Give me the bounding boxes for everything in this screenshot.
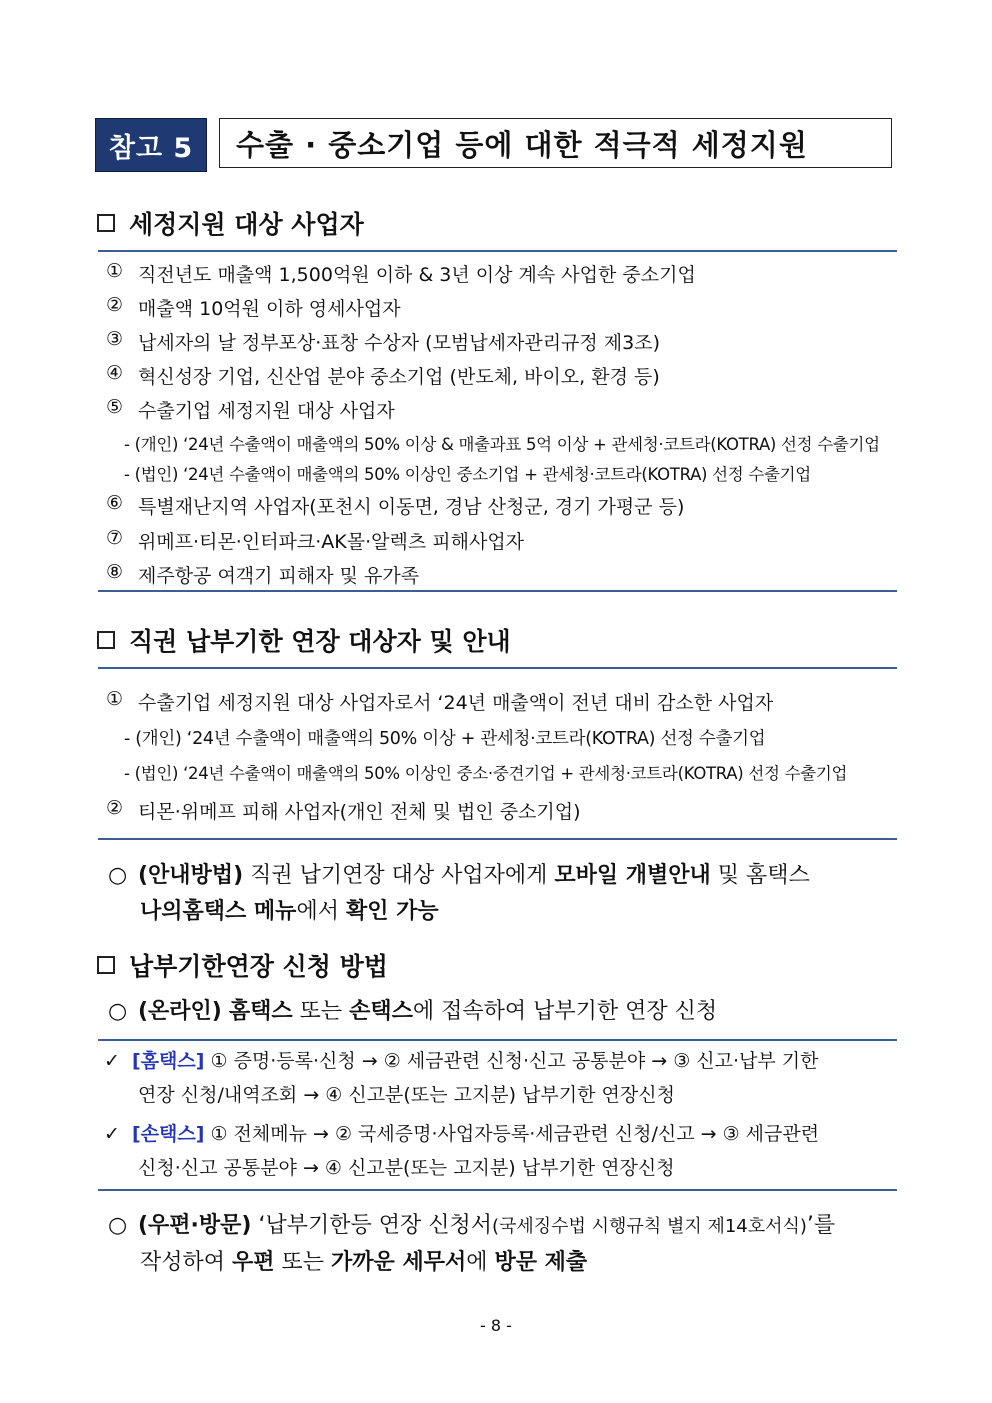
sub-item: - (법인) ‘24년 수출액이 매출액의 50% 이상인 중소·중견기업 + 관세청·코트라(KOTRA) 선정 수출기업	[124, 764, 848, 783]
reference-badge: 참고 5	[95, 118, 207, 172]
list-item: ① 직전년도 매출액 1,500억원 이하 & 3년 이상 계속 사업한 중소기업	[106, 260, 696, 286]
list-item: ⑥ 특별재난지역 사업자(포천시 이동면, 경남 산청군, 경기 가평군 등)	[106, 492, 685, 518]
list-item: ② 매출액 10억원 이하 영세사업자	[106, 294, 401, 320]
circle-bullet-icon: ○	[108, 1213, 128, 1238]
circle-bullet-icon: ○	[108, 863, 128, 888]
hometax-steps: ✓ [홈택스] ① 증명·등록·신청 → ② 세금관련 신청·신고 공통분야 → ③ 신고·납부 기한 연장 신청/내역조회 → ④ 신고분(또는 고지분) 납부기한 연장신청	[104, 1044, 894, 1112]
sontax-steps: ✓ [손택스] ① 전체메뉴 → ② 국세증명·사업자등록·세금관련 신청/신고 → ③ 세금관련 신청·신고 공통분야 → ④ 신고분(또는 고지분) 납부기한 연장신청	[104, 1117, 894, 1185]
section-heading-application-method: 납부기한연장 신청 방법	[97, 947, 388, 983]
guide-paragraph: ○ (안내방법) 직권 납기연장 대상 사업자에게 모바일 개별안내 및 홈택스 나의홈택스 메뉴에서 확인 가능	[108, 858, 898, 930]
divider	[98, 1189, 897, 1191]
check-icon: ✓	[104, 1050, 120, 1072]
page-title: 수출 · 중소기업 등에 대한 적극적 세정지원	[219, 118, 892, 168]
list-item: ⑦ 위메프·티몬·인터파크·AK몰·알렉츠 피해사업자	[106, 527, 525, 553]
online-paragraph: ○ (온라인) 홈택스 또는 손택스에 접속하여 납부기한 연장 신청	[108, 994, 898, 1030]
list-item: ③ 납세자의 날 정부포상·표창 수상자 (모범납세자관리규정 제3조)	[106, 328, 661, 354]
sub-item: - (법인) ‘24년 수출액이 매출액의 50% 이상인 중소기업 + 관세청·코트라(KOTRA) 선정 수출기업	[124, 465, 811, 484]
mail-visit-paragraph: ○ (우편·방문) ‘납부기한등 연장 신청서(국세징수법 시행규칙 별지 제14호서식)’를 작성하여 우편 또는 가까운 세무서에 방문 제출	[108, 1208, 898, 1281]
list-item: ① 수출기업 세정지원 대상 사업자로서 ‘24년 매출액이 전년 대비 감소한 사업자	[106, 688, 774, 714]
list-item: ⑧ 제주항공 여객기 피해자 및 유가족	[106, 561, 420, 587]
sub-item: - (개인) ‘24년 수출액이 매출액의 50% 이상 & 매출과표 5억 이상 + 관세청·코트라(KOTRA) 선정 수출기업	[124, 435, 880, 454]
list-item: ⑤ 수출기업 세정지원 대상 사업자	[106, 396, 395, 422]
square-bullet-icon	[97, 956, 115, 974]
list-item: ④ 혁신성장 기업, 신산업 분야 중소기업 (반도체, 바이오, 환경 등)	[106, 362, 660, 388]
square-bullet-icon	[97, 631, 115, 649]
divider	[98, 250, 897, 252]
divider	[98, 667, 897, 669]
check-icon: ✓	[104, 1123, 120, 1145]
page-number: - 8 -	[480, 1316, 512, 1335]
circle-bullet-icon: ○	[108, 999, 128, 1024]
square-bullet-icon	[97, 214, 115, 232]
divider	[98, 590, 897, 592]
sub-item: - (개인) ‘24년 수출액이 매출액의 50% 이상 + 관세청·코트라(KOTRA) 선정 수출기업	[124, 729, 766, 749]
section-heading-extension-targets: 직권 납부기한 연장 대상자 및 안내	[97, 622, 511, 658]
list-item: ② 티몬·위메프 피해 사업자(개인 전체 및 법인 중소기업)	[106, 797, 581, 823]
section-heading-support-targets: 세정지원 대상 사업자	[97, 205, 364, 241]
divider	[98, 1039, 897, 1041]
divider	[98, 838, 897, 840]
